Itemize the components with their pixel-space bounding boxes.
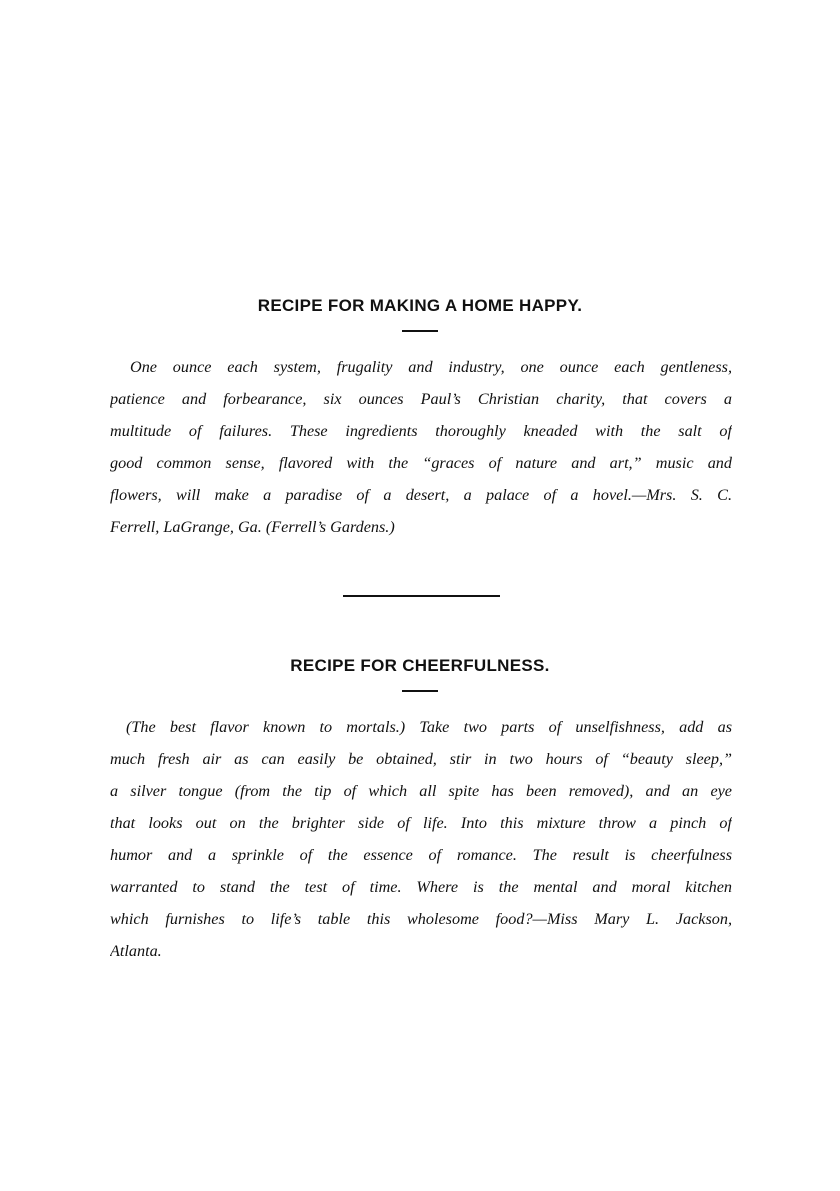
recipe-cheer-line: a silver tongue (from the tip of which all spite has been removed), and an eye	[110, 782, 732, 800]
recipe-home-line: multitude of failures. These ingredients thoroughly kneaded with the salt of	[110, 422, 732, 440]
recipe-cheer-section	[0, 656, 840, 692]
recipe-cheer-title: RECIPE FOR CHEERFULNESS.	[290, 656, 550, 675]
recipe-home-line: good common sense, flavored with the “graces of nature and art,” music and	[110, 454, 732, 472]
recipe-cheer-line: much fresh air as can easily be obtained, stir in two hours of “beauty sleep,”	[110, 750, 732, 768]
recipe-cheer-line: humor and a sprinkle of the essence of romance. The result is cheerfulness	[110, 846, 732, 864]
recipe-home-section	[0, 296, 840, 332]
recipe-cheer-line: (The best flavor known to mortals.) Take two parts of unselfishness, add as	[126, 718, 732, 736]
recipe-home-title-rule	[402, 330, 438, 332]
recipe-home-body	[110, 351, 732, 543]
recipe-home-line: patience and forbearance, six ounces Paul’s Christian charity, that covers a	[110, 390, 732, 408]
recipe-cheer-line: Atlanta.	[110, 942, 162, 960]
recipe-cheer-line: which furnishes to life’s table this wholesome food?—Miss Mary L. Jackson,	[110, 910, 732, 928]
recipe-cheer-body	[110, 711, 732, 967]
recipe-cheer-line: warranted to stand the test of time. Where is the mental and moral kitchen	[110, 878, 732, 896]
recipe-home-line: One ounce each system, frugality and industry, one ounce each gentleness,	[130, 358, 732, 376]
recipe-home-title: RECIPE FOR MAKING A HOME HAPPY.	[257, 296, 583, 315]
recipe-home-line: flowers, will make a paradise of a desert, a palace of a hovel.—Mrs. S. C.	[110, 486, 732, 504]
recipe-cheer-line: that looks out on the brighter side of life. Into this mixture throw a pinch of	[110, 814, 732, 832]
section-divider	[343, 595, 500, 597]
recipe-cheer-title-rule	[402, 690, 438, 692]
recipe-home-line: Ferrell, LaGrange, Ga. (Ferrell’s Gardens.)	[110, 518, 395, 536]
